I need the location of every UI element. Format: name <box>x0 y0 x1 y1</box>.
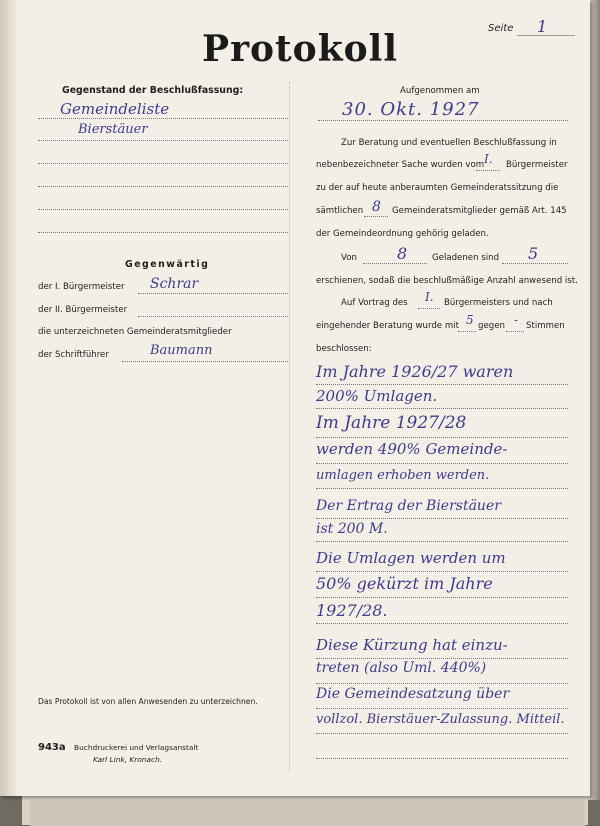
resolution-dots-1 <box>316 384 568 385</box>
binding-spine <box>0 0 16 796</box>
subject-dots-4 <box>38 186 288 187</box>
subject-dots-2 <box>38 140 288 141</box>
subject-dots-1 <box>38 118 288 119</box>
resolution-dots-4 <box>316 463 568 464</box>
subject-dots-3 <box>38 163 288 164</box>
p2-von: Von <box>341 253 357 263</box>
mayor1-value: Schrar <box>150 276 199 292</box>
clerk-dots <box>122 361 288 362</box>
resolution-dots-15 <box>316 758 568 759</box>
resolution-line-2: 200% Umlagen. <box>316 387 438 405</box>
resolution-line-9: 50% gekürzt im Jahre <box>316 574 493 593</box>
resolution-dots-8 <box>316 571 568 572</box>
resolution-line-3: Im Jahre 1927/28 <box>316 413 467 433</box>
p2-line2: erschienen, sodaß die beschlußmäßige Anzahl anwesend ist. <box>316 276 578 286</box>
resolution-dots-10 <box>316 623 568 624</box>
footer-note: Das Protokoll ist von allen Anwesenden zu unterzeichnen. <box>38 697 258 706</box>
subject-line-1: Gemeindeliste <box>60 100 170 118</box>
p3-line2-mid: gegen <box>478 321 505 331</box>
subject-dots-5 <box>38 209 288 210</box>
clerk-value: Baumann <box>150 343 213 358</box>
resolution-dots-5 <box>316 488 568 489</box>
subject-heading: Gegenstand der Beschlußfassung: <box>62 85 244 96</box>
resolution-line-14: vollzol. Bierstäuer-Zulassung. Mitteil. <box>316 712 565 727</box>
p3-line2-value2: - <box>514 313 519 327</box>
p3-line1-value: I. <box>425 290 434 304</box>
resolution-dots-7 <box>316 541 568 542</box>
recorded-date-dots <box>318 120 568 121</box>
printer-line-1: Buchdruckerei und Verlagsanstalt <box>74 743 199 752</box>
resolution-line-1: Im Jahre 1926/27 waren <box>316 362 514 381</box>
form-number: 943a <box>38 742 66 753</box>
resolution-dots-2 <box>316 408 568 409</box>
p3-line3: beschlossen: <box>316 344 372 354</box>
page-title: Protokoll <box>202 28 398 70</box>
printer-line-2: Karl Link, Kronach. <box>93 755 163 764</box>
resolution-line-12: treten (also Uml. 440%) <box>316 660 487 676</box>
underlying-page-2 <box>30 800 585 826</box>
mayor1-dots <box>138 293 288 294</box>
p1-line2b: Bürgermeister <box>506 160 568 170</box>
p1-line4a: sämtlichen <box>316 206 364 216</box>
p3-line2a: eingehender Beratung wurde mit <box>316 321 459 331</box>
mayor2-dots <box>138 316 288 317</box>
subject-line-2: Bierstäuer <box>78 122 148 137</box>
resolution-line-6: Der Ertrag der Bierstäuer <box>316 498 501 514</box>
p2-present-value: 5 <box>528 244 539 263</box>
resolution-line-11: Diese Kürzung hat einzu- <box>316 636 508 654</box>
resolution-dots-6 <box>316 518 568 519</box>
p3-line2-dots1 <box>458 331 476 332</box>
resolution-dots-14 <box>316 733 568 734</box>
resolution-line-10: 1927/28. <box>316 601 388 620</box>
p3-line1-dots <box>418 308 440 309</box>
p2-invited-dots <box>363 263 427 264</box>
mayor1-label: der I. Bürgermeister <box>38 282 125 292</box>
p1-line4-dots <box>364 216 388 217</box>
resolution-line-8: Die Umlagen werden um <box>316 549 506 567</box>
resolution-dots-9 <box>316 597 568 598</box>
page-number: 1 <box>537 17 548 36</box>
council-label: die unterzeichneten Gemeinderatsmitglieder <box>38 327 232 337</box>
p1-line3: zu der auf heute anberaumten Gemeinderatssitzung die <box>316 183 559 193</box>
p3-line2b: Stimmen <box>526 321 565 331</box>
p1-line2-dots <box>476 170 500 171</box>
subject-dots-6 <box>38 232 288 233</box>
p1-line2-value: I. <box>484 152 493 166</box>
recorded-date: 30. Okt. 1927 <box>342 99 480 120</box>
page-label: Seite <box>488 23 514 34</box>
p2-present-dots <box>502 263 568 264</box>
resolution-dots-13 <box>316 708 568 709</box>
column-divider <box>289 82 290 772</box>
p1-line1: Zur Beratung und eventuellen Beschlußfassung in <box>341 138 557 148</box>
resolution-dots-12 <box>316 683 568 684</box>
p2-invited-value: 8 <box>397 244 408 263</box>
resolution-line-7: ist 200 M. <box>316 521 388 537</box>
p1-line4-value: 8 <box>372 199 381 215</box>
p1-line2a: nebenbezeichneter Sache wurden vom <box>316 160 485 170</box>
p3-line2-value1: 5 <box>466 313 474 327</box>
resolution-dots-11 <box>316 658 568 659</box>
p3-line1a: Auf Vortrag des <box>341 298 408 308</box>
p1-line4b: Gemeinderatsmitglieder gemäß Art. 145 <box>392 206 567 216</box>
resolution-line-13: Die Gemeindesatzung über <box>316 686 510 702</box>
p1-line5: der Gemeindeordnung gehörig geladen. <box>316 229 489 239</box>
recorded-label: Aufgenommen am <box>400 86 480 96</box>
p3-line1b: Bürgermeisters und nach <box>444 298 553 308</box>
mayor2-label: der II. Bürgermeister <box>38 305 128 315</box>
resolution-dots-3 <box>316 437 568 438</box>
clerk-label: der Schriftführer <box>38 350 109 360</box>
present-heading: Gegenwärtig <box>125 259 210 270</box>
p2-invited: Geladenen sind <box>432 253 500 263</box>
resolution-line-5: umlagen erhoben werden. <box>316 468 490 483</box>
p3-line2-dots2 <box>506 331 524 332</box>
resolution-line-4: werden 490% Gemeinde- <box>316 440 508 458</box>
